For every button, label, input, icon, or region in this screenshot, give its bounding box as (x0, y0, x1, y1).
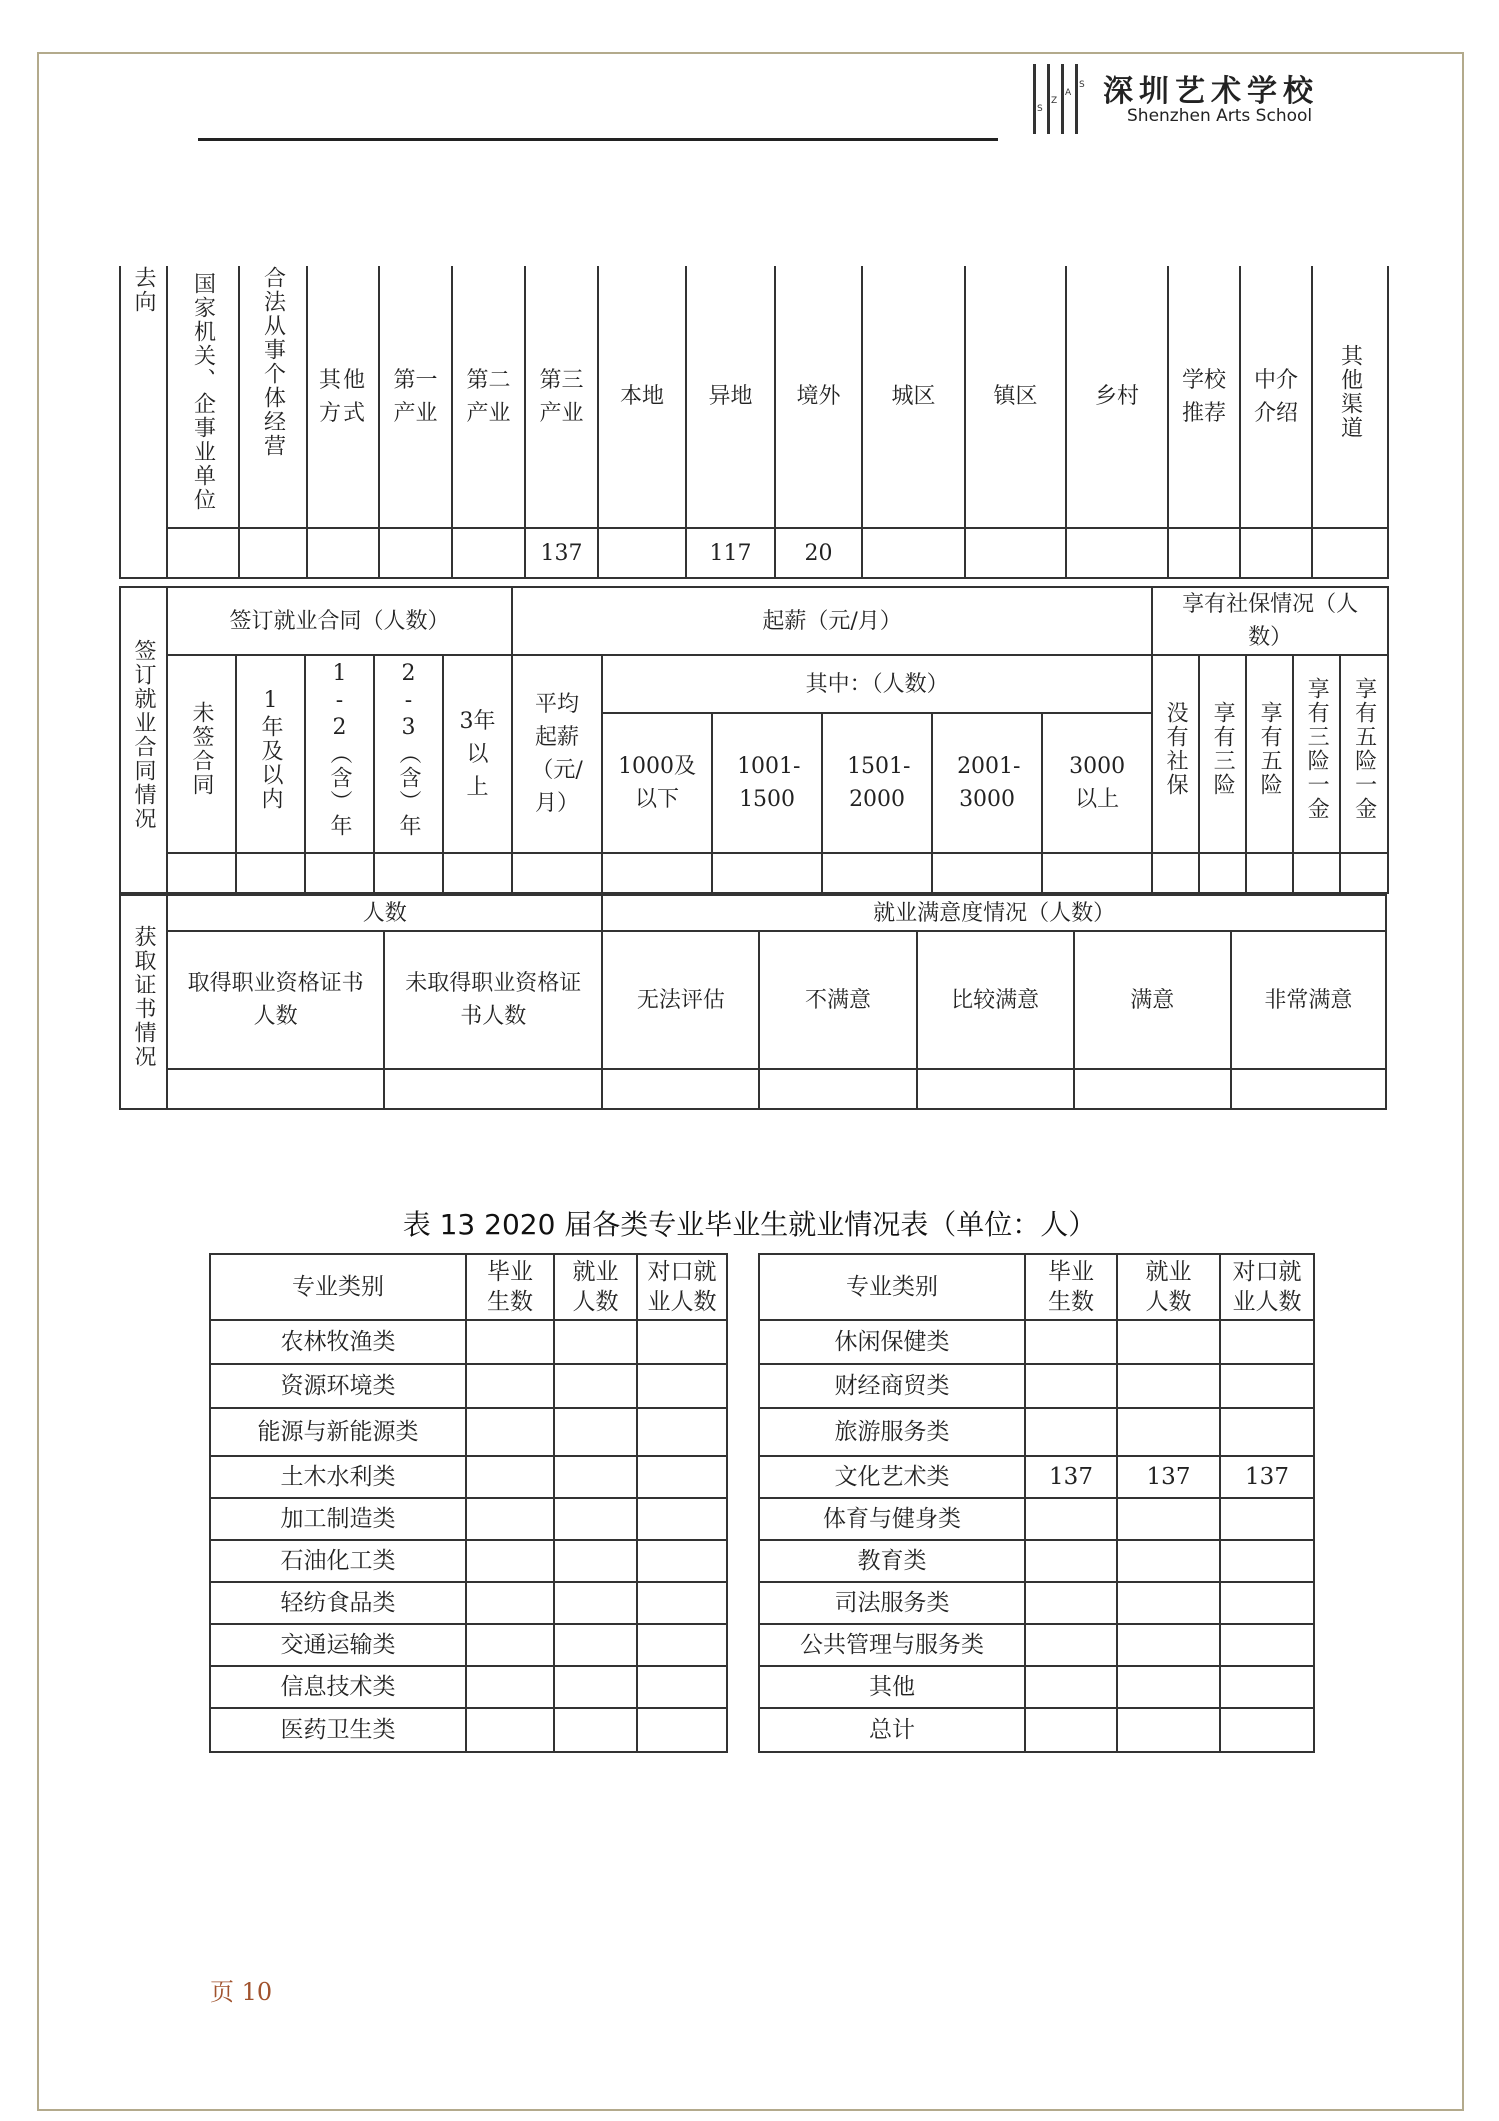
major-name: 信息技术类 (210, 1666, 466, 1708)
satisfaction-value (1231, 1069, 1386, 1109)
graduates-count (1025, 1708, 1117, 1752)
major-name: 教育类 (759, 1540, 1025, 1582)
matched-count (637, 1708, 727, 1752)
dest-header: 镇区 (965, 266, 1066, 528)
satisfaction-header: 比较满意 (917, 931, 1074, 1069)
salary-avg: 平均起薪（元/月） (512, 655, 602, 853)
contract-header: 未签合同 (167, 655, 236, 853)
major-name: 公共管理与服务类 (759, 1624, 1025, 1666)
section-destination: 去向 (120, 266, 167, 578)
dest-header: 国家机关、企事业单位 (167, 266, 239, 528)
table13-caption: 表 13 2020 届各类专业毕业生就业情况表（单位：人） (402, 1208, 1097, 1241)
major-name: 交通运输类 (210, 1624, 466, 1666)
graduates-count (1025, 1498, 1117, 1540)
section-cert: 获取证书情况 (120, 895, 167, 1109)
salary-header: 2001-3000 (932, 713, 1042, 853)
dest-header: 其他渠道 (1312, 266, 1388, 528)
matched-count (1220, 1540, 1314, 1582)
logo-bar (1047, 64, 1050, 134)
matched-count (1220, 1708, 1314, 1752)
logo-bar (1061, 64, 1064, 134)
employed-count (1117, 1624, 1220, 1666)
satisfaction-value (917, 1069, 1074, 1109)
major-name: 旅游服务类 (759, 1408, 1025, 1456)
insurance-header: 没有社保 (1152, 655, 1199, 853)
insurance-header: 享有三险 (1199, 655, 1246, 853)
graduates-count (1025, 1364, 1117, 1408)
major-name: 总计 (759, 1708, 1025, 1752)
satisfaction-header: 不满意 (759, 931, 916, 1069)
major-name: 司法服务类 (759, 1582, 1025, 1624)
employed-count (1117, 1666, 1220, 1708)
employed-count (554, 1540, 637, 1582)
employed-count (554, 1666, 637, 1708)
dest-value (452, 528, 525, 578)
logo-bar (1075, 64, 1078, 134)
dest-value: 20 (775, 528, 862, 578)
table-row (210, 1582, 1314, 1624)
matched-count (1220, 1364, 1314, 1408)
school-name-en: Shenzhen Arts School (1127, 106, 1313, 126)
graduates-count (1025, 1540, 1117, 1582)
matched-count (1220, 1624, 1314, 1666)
table-row (210, 1408, 1314, 1456)
graduates-count (466, 1364, 554, 1408)
employed-count (1117, 1320, 1220, 1364)
table-gap (727, 1408, 759, 1456)
table-gap (727, 1708, 759, 1752)
dest-header: 本地 (598, 266, 686, 528)
table-row (210, 1456, 1314, 1498)
table-gap (727, 1456, 759, 1498)
employed-count (554, 1708, 637, 1752)
major-name: 医药卫生类 (210, 1708, 466, 1752)
satisfaction-value (1074, 1069, 1231, 1109)
col-employed: 就业人数 (1117, 1254, 1220, 1320)
matched-count (1220, 1498, 1314, 1540)
matched-count (637, 1456, 727, 1498)
graduates-count (1025, 1582, 1117, 1624)
employment-detail-table (119, 266, 1389, 579)
insurance-header: 享有五险 (1246, 655, 1293, 853)
contract-value (167, 853, 236, 893)
table-gap (727, 1364, 759, 1408)
employed-count: 137 (1117, 1456, 1220, 1498)
major-name: 其他 (759, 1666, 1025, 1708)
matched-count (637, 1498, 727, 1540)
major-name: 休闲保健类 (759, 1320, 1025, 1364)
logo-letter: S (1079, 80, 1085, 90)
salary-header: 1001-1500 (712, 713, 822, 853)
graduates-count (466, 1498, 554, 1540)
insurance-value (1340, 853, 1388, 893)
satisfaction-value (602, 1069, 759, 1109)
dest-header: 异地 (686, 266, 775, 528)
salary-value (602, 853, 712, 893)
major-name: 资源环境类 (210, 1364, 466, 1408)
table-row (210, 1498, 1314, 1540)
employed-count (1117, 1364, 1220, 1408)
table-gap (727, 1540, 759, 1582)
dest-header: 第三产业 (525, 266, 598, 528)
dest-value (379, 528, 452, 578)
cert-header: 未取得职业资格证书人数 (384, 931, 602, 1069)
table-gap (727, 1320, 759, 1364)
matched-count (1220, 1666, 1314, 1708)
contract-value (305, 853, 374, 893)
major-name: 能源与新能源类 (210, 1408, 466, 1456)
salary-value (932, 853, 1042, 893)
major-name: 体育与健身类 (759, 1498, 1025, 1540)
employed-count (554, 1624, 637, 1666)
salary-value (1042, 853, 1152, 893)
col-matched: 对口就业人数 (1220, 1254, 1314, 1320)
contract-value (236, 853, 305, 893)
dest-header: 第二产业 (452, 266, 525, 528)
certificate-table (119, 894, 1387, 1110)
table-gap (727, 1498, 759, 1540)
matched-count (637, 1582, 727, 1624)
dest-value (965, 528, 1066, 578)
insurance-value (1293, 853, 1340, 893)
satisfaction-header: 满意 (1074, 931, 1231, 1069)
matched-count (637, 1364, 727, 1408)
salary-header: 1000及以下 (602, 713, 712, 853)
satisfaction-value (759, 1069, 916, 1109)
employed-count (1117, 1408, 1220, 1456)
dest-header: 其他方式 (307, 266, 379, 528)
dest-header: 第一产业 (379, 266, 452, 528)
employed-count (1117, 1540, 1220, 1582)
salary-group: 起薪（元/月） (512, 587, 1152, 655)
insurance-value (1246, 853, 1293, 893)
graduates-count (466, 1624, 554, 1666)
table-row (210, 1624, 1314, 1666)
employed-count (554, 1408, 637, 1456)
employed-count (554, 1582, 637, 1624)
logo-letter: S (1037, 104, 1043, 114)
employed-count (554, 1456, 637, 1498)
cert-header: 取得职业资格证书人数 (167, 931, 384, 1069)
graduates-count (1025, 1666, 1117, 1708)
logo-mark (1033, 64, 1085, 134)
salary-header: 3000以上 (1042, 713, 1152, 853)
matched-count (637, 1540, 727, 1582)
matched-count (1220, 1320, 1314, 1364)
matched-count: 137 (1220, 1456, 1314, 1498)
section-contract: 签订就业合同情况 (120, 587, 167, 893)
matched-count (637, 1666, 727, 1708)
dest-value (1168, 528, 1240, 578)
major-name: 石油化工类 (210, 1540, 466, 1582)
salary-value (512, 853, 602, 893)
satisfaction-group: 就业满意度情况（人数） (602, 895, 1386, 931)
contract-header: 2-3（含）年 (374, 655, 443, 853)
col-matched: 对口就业人数 (637, 1254, 727, 1320)
cert-group: 人数 (167, 895, 602, 931)
col-major: 专业类别 (759, 1254, 1025, 1320)
page-number: 页 10 (210, 1978, 273, 2006)
major-name: 农林牧渔类 (210, 1320, 466, 1364)
school-logo (1033, 60, 1333, 140)
logo-letter: A (1065, 88, 1072, 98)
major-name: 轻纺食品类 (210, 1582, 466, 1624)
table-gap (727, 1666, 759, 1708)
graduates-count (1025, 1624, 1117, 1666)
table-gap (727, 1254, 759, 1320)
dest-header: 城区 (862, 266, 965, 528)
dest-value (598, 528, 686, 578)
contract-group: 签订就业合同（人数） (167, 587, 512, 655)
graduates-count (466, 1582, 554, 1624)
graduates-count (1025, 1408, 1117, 1456)
major-name: 财经商贸类 (759, 1364, 1025, 1408)
satisfaction-header: 非常满意 (1231, 931, 1386, 1069)
salary-value (822, 853, 932, 893)
employed-count (1117, 1498, 1220, 1540)
major-name: 土木水利类 (210, 1456, 466, 1498)
matched-count (637, 1408, 727, 1456)
dest-value (239, 528, 307, 578)
col-graduates: 毕业生数 (1025, 1254, 1117, 1320)
dest-value: 137 (525, 528, 598, 578)
school-name-cn: 深圳艺术学校 (1103, 74, 1319, 109)
logo-bar (1033, 64, 1036, 134)
dest-value: 117 (686, 528, 775, 578)
satisfaction-header: 无法评估 (602, 931, 759, 1069)
major-employment-table (209, 1253, 1315, 1753)
graduates-count (466, 1408, 554, 1456)
table-row (210, 1364, 1314, 1408)
employed-count (554, 1320, 637, 1364)
major-name: 文化艺术类 (759, 1456, 1025, 1498)
contract-header: 3年以上 (443, 655, 512, 853)
dest-value (1066, 528, 1168, 578)
salary-sub-group: 其中：（人数） (602, 655, 1152, 713)
table-gap (727, 1582, 759, 1624)
contract-header: 1年及以内 (236, 655, 305, 853)
cert-value (167, 1069, 384, 1109)
cert-value (384, 1069, 602, 1109)
contract-table (119, 586, 1389, 894)
dest-header: 乡村 (1066, 266, 1168, 528)
table-row (210, 1666, 1314, 1708)
employed-count (554, 1364, 637, 1408)
contract-value (443, 853, 512, 893)
matched-count (1220, 1408, 1314, 1456)
insurance-value (1152, 853, 1199, 893)
col-graduates: 毕业生数 (466, 1254, 554, 1320)
dest-value (167, 528, 239, 578)
contract-header: 1-2（含）年 (305, 655, 374, 853)
insurance-header: 享有三险一金 (1293, 655, 1340, 853)
logo-letter: Z (1051, 96, 1058, 106)
salary-value (712, 853, 822, 893)
matched-count (637, 1624, 727, 1666)
dest-value (862, 528, 965, 578)
employed-count (1117, 1708, 1220, 1752)
graduates-count: 137 (1025, 1456, 1117, 1498)
major-name: 加工制造类 (210, 1498, 466, 1540)
graduates-count (466, 1320, 554, 1364)
matched-count (637, 1320, 727, 1364)
table-row (210, 1540, 1314, 1582)
header-rule (198, 138, 998, 141)
dest-value (1240, 528, 1312, 578)
dest-header: 学校推荐 (1168, 266, 1240, 528)
insurance-group: 享有社保情况（人数） (1152, 587, 1388, 655)
dest-value (1312, 528, 1388, 578)
contract-value (374, 853, 443, 893)
table-row (210, 1320, 1314, 1364)
insurance-header: 享有五险一金 (1340, 655, 1388, 853)
table-gap (727, 1624, 759, 1666)
col-major: 专业类别 (210, 1254, 466, 1320)
dest-header: 中介介绍 (1240, 266, 1312, 528)
insurance-value (1199, 853, 1246, 893)
col-employed: 就业人数 (554, 1254, 637, 1320)
employed-count (1117, 1582, 1220, 1624)
graduates-count (466, 1456, 554, 1498)
salary-header: 1501-2000 (822, 713, 932, 853)
graduates-count (466, 1540, 554, 1582)
dest-header: 合法从事个体经营 (239, 266, 307, 528)
graduates-count (1025, 1320, 1117, 1364)
table-row (210, 1708, 1314, 1752)
graduates-count (466, 1666, 554, 1708)
employed-count (554, 1498, 637, 1540)
matched-count (1220, 1582, 1314, 1624)
graduates-count (466, 1708, 554, 1752)
dest-header: 境外 (775, 266, 862, 528)
dest-value (307, 528, 379, 578)
